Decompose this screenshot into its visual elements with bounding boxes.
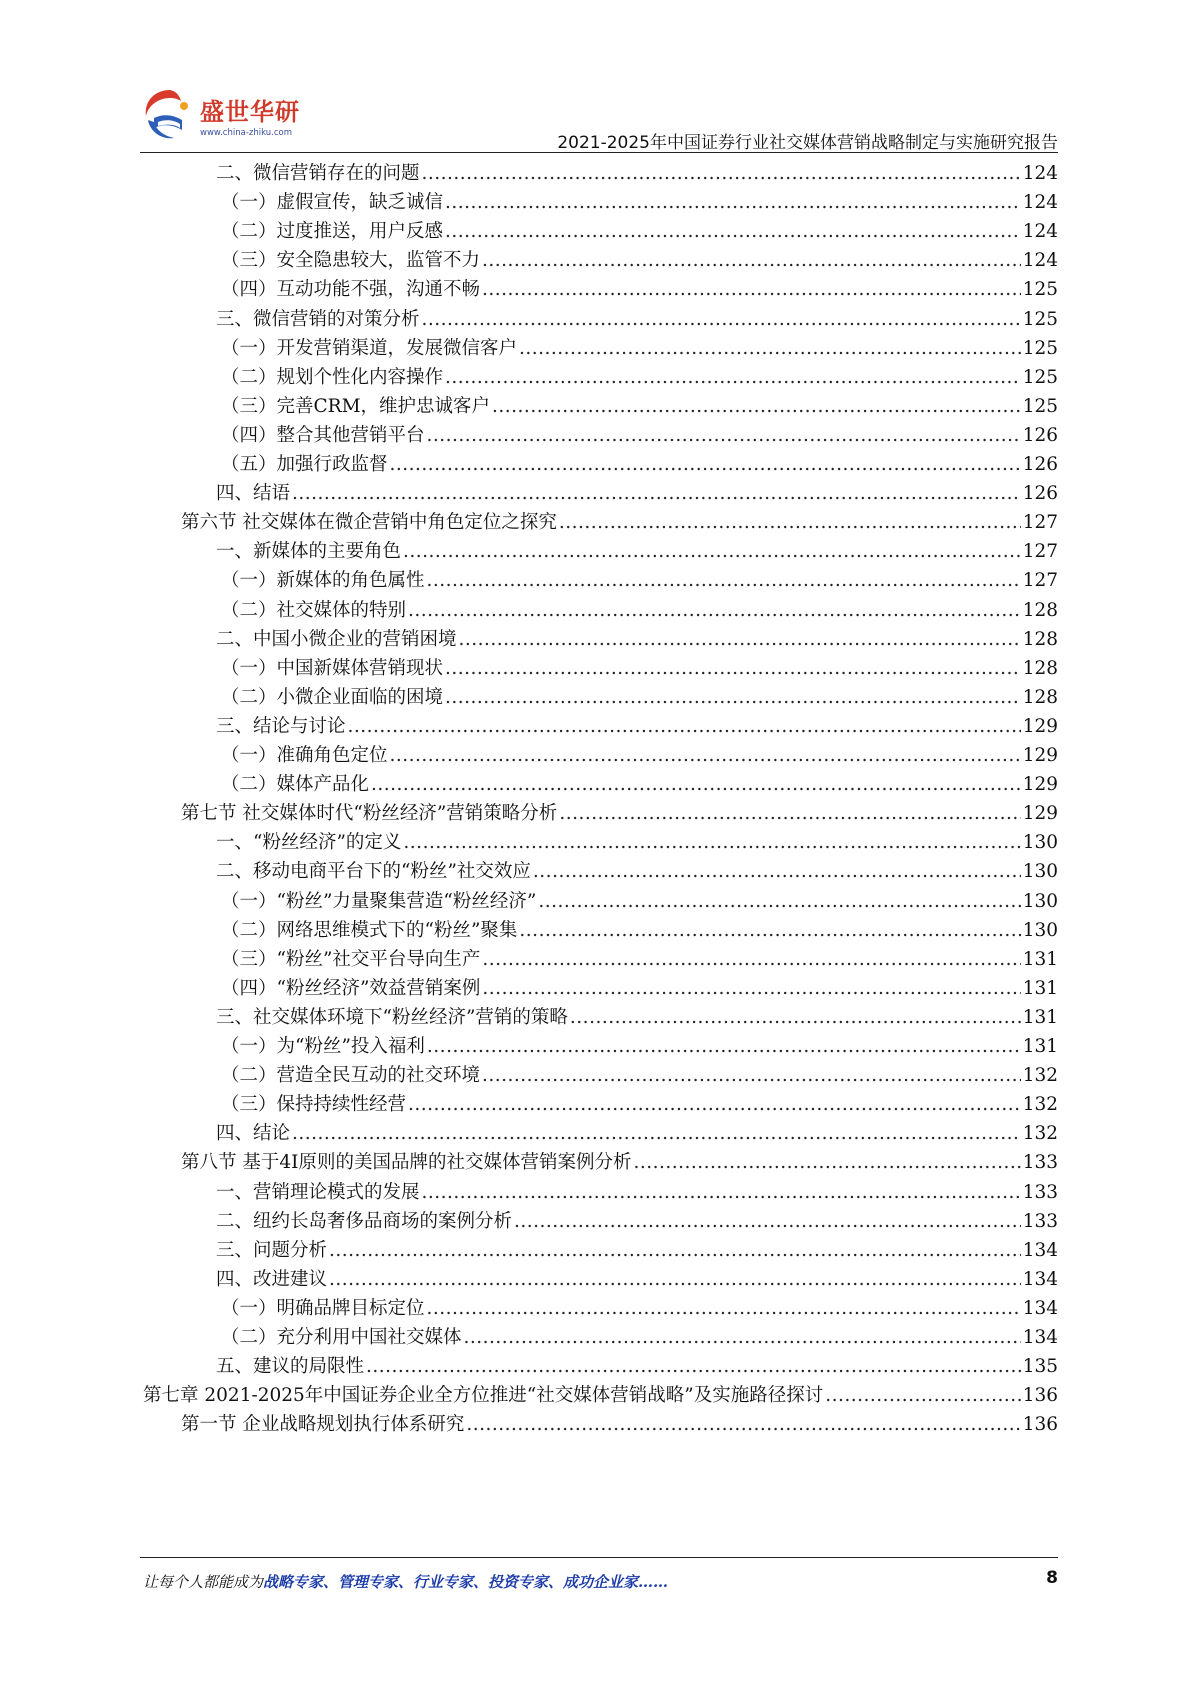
toc-dot-leader (482, 975, 1020, 1003)
toc-entry-title: 五、建议的局限性 (216, 1356, 365, 1378)
toc-entry-title: （二）媒体产品化 (221, 774, 370, 796)
toc-entry[interactable] (221, 1062, 1058, 1090)
toc-dot-leader (570, 1004, 1021, 1032)
toc-entry-page: 130 (1022, 919, 1058, 941)
toc-dot-leader (390, 451, 1021, 479)
toc-dot-leader (538, 888, 1020, 916)
toc-entry[interactable] (221, 1295, 1058, 1323)
toc-entry-page: 124 (1022, 221, 1058, 243)
toc-dot-leader (366, 1353, 1021, 1381)
toc-entry-page: 131 (1022, 977, 1058, 999)
toc-entry-title: （三）“粉丝”社交平台导向生产 (221, 948, 481, 970)
toc-entry-title: （一）中国新媒体营销现状 (221, 657, 444, 679)
toc-entry[interactable] (216, 1237, 1058, 1265)
toc-entry[interactable] (221, 422, 1058, 450)
logo-emblem-icon (140, 84, 200, 144)
footer-divider (140, 1557, 1058, 1558)
toc-entry-title: （四）整合其他营销平台 (221, 424, 425, 446)
footer-slogan-highlight: 战略专家、管理专家、行业专家、投资专家、成功企业家…… (263, 1573, 669, 1591)
toc-entry[interactable] (221, 888, 1058, 916)
toc-entry-page: 136 (1022, 1414, 1058, 1436)
toc-entry-title: 三、社交媒体环境下“粉丝经济”营销的策略 (216, 1006, 568, 1028)
toc-entry-page: 131 (1022, 1036, 1058, 1057)
toc-entry[interactable] (216, 480, 1058, 508)
toc-entry-page: 125 (1022, 337, 1058, 359)
toc-dot-leader (422, 160, 1021, 188)
toc-dot-leader (445, 684, 1021, 712)
toc-entry-page: 131 (1022, 1006, 1058, 1028)
toc-dot-leader (427, 422, 1021, 450)
toc-entry-page: 134 (1022, 1239, 1058, 1261)
toc-dot-leader (514, 1208, 1021, 1236)
toc-entry[interactable] (221, 451, 1058, 479)
toc-dot-leader (519, 917, 1020, 945)
toc-entry[interactable] (221, 247, 1058, 275)
toc-entry-title: 三、结论与讨论 (216, 715, 346, 737)
toc-entry-title: （二）过度推送，用户反感 (221, 221, 444, 243)
toc-dot-leader (403, 829, 1020, 857)
toc-dot-leader (519, 335, 1021, 363)
toc-entry[interactable] (216, 1266, 1058, 1294)
toc-dot-leader (559, 509, 1021, 537)
toc-dot-leader (292, 480, 1021, 508)
toc-entry-page: 130 (1022, 861, 1058, 883)
toc-entry-title: 二、移动电商平台下的“粉丝”社交效应 (216, 861, 531, 883)
toc-entry[interactable] (221, 567, 1058, 595)
footer-slogan (143, 1571, 668, 1592)
toc-entry[interactable] (216, 1120, 1058, 1148)
logo-brand-text: 盛世华研 (200, 98, 300, 126)
toc-entry[interactable] (221, 742, 1058, 770)
toc-entry[interactable] (221, 393, 1058, 421)
toc-entry-page: 126 (1022, 454, 1058, 475)
toc-dot-leader (825, 1382, 1020, 1410)
toc-entry[interactable] (221, 1033, 1058, 1061)
toc-entry-page: 127 (1022, 512, 1058, 534)
toc-dot-leader (466, 1411, 1020, 1439)
toc-entry-page: 125 (1022, 308, 1058, 330)
toc-entry-title: 第八节 基于4I原则的美国品牌的社交媒体营销案例分析 (181, 1152, 632, 1174)
toc-entry[interactable] (221, 684, 1058, 712)
toc-entry-title: 二、纽约长岛奢侈品商场的案例分析 (216, 1210, 513, 1232)
toc-entry-title: 四、结论 (216, 1123, 291, 1145)
toc-dot-leader (445, 189, 1021, 217)
toc-entry-title: （一）新媒体的角色属性 (221, 570, 425, 592)
toc-dot-leader (403, 538, 1021, 566)
document-title: 2021-2025年中国证券行业社交媒体营销战略制定与实施研究报告 (557, 133, 1058, 153)
toc-entry-title: 一、“粉丝经济”的定义 (216, 832, 402, 854)
toc-dot-leader (445, 218, 1021, 246)
toc-entry[interactable] (216, 1208, 1058, 1236)
toc-entry-title: （一）明确品牌目标定位 (221, 1297, 425, 1319)
toc-dot-leader (371, 771, 1021, 799)
toc-entry-page: 127 (1022, 570, 1058, 592)
footer-slogan-prefix: 让每个人都能成为 (143, 1573, 264, 1591)
toc-entry[interactable] (221, 771, 1058, 799)
toc-dot-leader (422, 1179, 1021, 1207)
toc-entry-title: 第七章 2021-2025年中国证券企业全方位推进“社交媒体营销战略”及实施路径探讨 (143, 1385, 824, 1407)
toc-entry-page: 128 (1022, 628, 1058, 650)
toc-entry-page: 136 (1022, 1385, 1058, 1407)
toc-entry[interactable] (143, 1382, 1058, 1410)
toc-entry-page: 134 (1022, 1268, 1058, 1290)
toc-entry[interactable] (216, 1179, 1058, 1207)
toc-entry-title: （四）互动功能不强，沟通不畅 (221, 279, 481, 301)
page-number: 8 (1046, 1568, 1058, 1588)
toc-entry-page: 124 (1022, 192, 1058, 214)
toc-entry-title: （二）充分利用中国社交媒体 (221, 1327, 462, 1348)
toc-entry[interactable] (221, 655, 1058, 683)
toc-entry-title: （二）小微企业面临的困境 (221, 686, 444, 708)
toc-dot-leader (329, 1237, 1021, 1265)
company-logo (140, 84, 300, 154)
toc-entry-page: 129 (1022, 715, 1058, 737)
toc-dot-leader (292, 1120, 1021, 1148)
toc-dot-leader (408, 1091, 1021, 1119)
toc-entry[interactable] (221, 975, 1058, 1003)
toc-entry-page: 133 (1022, 1210, 1058, 1232)
toc-entry-page: 127 (1022, 541, 1058, 563)
toc-entry-title: （一）开发营销渠道，发展微信客户 (221, 337, 518, 359)
toc-entry[interactable] (216, 538, 1058, 566)
toc-entry-page: 125 (1022, 395, 1058, 417)
toc-entry[interactable] (221, 917, 1058, 945)
toc-dot-leader (427, 1033, 1021, 1061)
toc-entry[interactable] (221, 218, 1058, 246)
toc-entry-page: 125 (1022, 366, 1058, 388)
toc-entry-title: 一、新媒体的主要角色 (216, 541, 402, 563)
toc-entry[interactable] (216, 713, 1058, 741)
toc-dot-leader (559, 800, 1020, 828)
toc-entry-page: 132 (1022, 1094, 1058, 1116)
toc-entry-title: 第六节 社交媒体在微企营销中角色定位之探究 (181, 512, 557, 534)
toc-entry-page: 133 (1022, 1181, 1058, 1203)
toc-entry-title: （一）虚假宣传，缺乏诚信 (221, 192, 444, 214)
toc-entry[interactable] (221, 1091, 1058, 1119)
toc-dot-leader (533, 858, 1021, 886)
toc-entry[interactable] (216, 1004, 1058, 1032)
toc-entry-title: （一）准确角色定位 (221, 745, 388, 766)
toc-entry-page: 128 (1022, 599, 1058, 621)
toc-entry-title: 一、营销理论模式的发展 (216, 1181, 420, 1203)
toc-dot-leader (482, 247, 1021, 275)
toc-entry[interactable] (221, 364, 1058, 392)
toc-entry-title: （五）加强行政监督 (221, 454, 388, 475)
toc-entry-page: 131 (1022, 948, 1058, 970)
toc-entry-title: 三、问题分析 (216, 1239, 328, 1261)
toc-dot-leader (482, 1062, 1021, 1090)
toc-dot-leader (492, 393, 1021, 421)
toc-dot-leader (459, 626, 1021, 654)
toc-dot-leader (427, 567, 1021, 595)
toc-entry-page: 126 (1022, 483, 1058, 505)
toc-entry[interactable] (221, 189, 1058, 217)
toc-entry[interactable] (181, 800, 1058, 828)
toc-dot-leader (445, 655, 1021, 683)
toc-entry[interactable] (181, 1411, 1058, 1439)
toc-entry-title: （四）“粉丝经济”效益营销案例 (221, 977, 481, 999)
toc-entry[interactable] (216, 858, 1058, 886)
toc-entry-page: 134 (1022, 1297, 1058, 1319)
header-divider (140, 152, 1058, 153)
logo-url-text: www.china-zhiku.com (200, 128, 292, 138)
toc-entry-page: 124 (1022, 250, 1058, 272)
toc-entry[interactable] (216, 306, 1058, 334)
toc-entry-page: 125 (1022, 279, 1058, 301)
toc-entry[interactable] (216, 160, 1058, 188)
toc-entry-page: 129 (1022, 774, 1058, 796)
toc-entry[interactable] (221, 276, 1058, 304)
toc-dot-leader (633, 1149, 1020, 1177)
toc-entry[interactable] (221, 946, 1058, 974)
toc-entry-page: 129 (1022, 803, 1058, 825)
toc-entry-page: 126 (1022, 424, 1058, 446)
toc-entry-title: 二、中国小微企业的营销困境 (216, 628, 457, 650)
toc-dot-leader (408, 597, 1021, 625)
toc-entry-title: 二、微信营销存在的问题 (216, 163, 420, 184)
toc-entry[interactable] (216, 829, 1058, 857)
toc-entry[interactable] (216, 1353, 1058, 1381)
toc-entry-page: 132 (1022, 1123, 1058, 1145)
toc-entry-title: （二）网络思维模式下的“粉丝”聚集 (221, 919, 518, 941)
toc-entry-page: 132 (1022, 1065, 1058, 1087)
toc-entry-title: （三）完善CRM，维护忠诚客户 (221, 395, 491, 417)
toc-entry-title: （二）营造全民互动的社交环境 (221, 1065, 481, 1087)
toc-entry-page: 128 (1022, 686, 1058, 708)
toc-entry-page: 134 (1022, 1327, 1058, 1348)
toc-entry-page: 135 (1022, 1356, 1058, 1378)
toc-entry-title: （一）“粉丝”力量聚集营造“粉丝经济” (221, 890, 537, 912)
toc-dot-leader (348, 713, 1021, 741)
toc-entry-title: （二）规划个性化内容操作 (221, 366, 444, 388)
toc-entry-page: 129 (1022, 745, 1058, 766)
toc-entry-title: （三）保持持续性经营 (221, 1094, 407, 1116)
toc-entry-title: 四、结语 (216, 483, 291, 505)
toc-entry[interactable] (221, 335, 1058, 363)
toc-entry-page: 124 (1022, 163, 1058, 184)
toc-dot-leader (422, 306, 1021, 334)
toc-entry-page: 130 (1022, 890, 1058, 912)
toc-entry-page: 130 (1022, 832, 1058, 854)
toc-dot-leader (482, 946, 1020, 974)
toc-entry[interactable] (216, 626, 1058, 654)
toc-dot-leader (482, 276, 1021, 304)
toc-entry-title: 三、微信营销的对策分析 (216, 308, 420, 330)
toc-entry-title: （二）社交媒体的特别 (221, 599, 407, 621)
toc-entry-title: 第七节 社交媒体时代“粉丝经济”营销策略分析 (181, 803, 558, 825)
toc-dot-leader (329, 1266, 1021, 1294)
toc-dot-leader (427, 1295, 1021, 1323)
toc-entry-title: （三）安全隐患较大，监管不力 (221, 250, 481, 272)
toc-dot-leader (390, 742, 1021, 770)
toc-entry-title: 四、改进建议 (216, 1268, 328, 1290)
toc-dot-leader (445, 364, 1021, 392)
toc-entry-title: （一）为“粉丝”投入福利 (221, 1036, 425, 1057)
toc-entry[interactable] (181, 1149, 1058, 1177)
toc-entry[interactable] (181, 509, 1058, 537)
toc-entry[interactable] (221, 597, 1058, 625)
toc-entry-title: 第一节 企业战略规划执行体系研究 (181, 1414, 465, 1436)
toc-dot-leader (464, 1324, 1021, 1352)
toc-entry[interactable] (221, 1324, 1058, 1352)
toc-entry-page: 128 (1022, 657, 1058, 679)
toc-entry-page: 133 (1022, 1152, 1058, 1174)
